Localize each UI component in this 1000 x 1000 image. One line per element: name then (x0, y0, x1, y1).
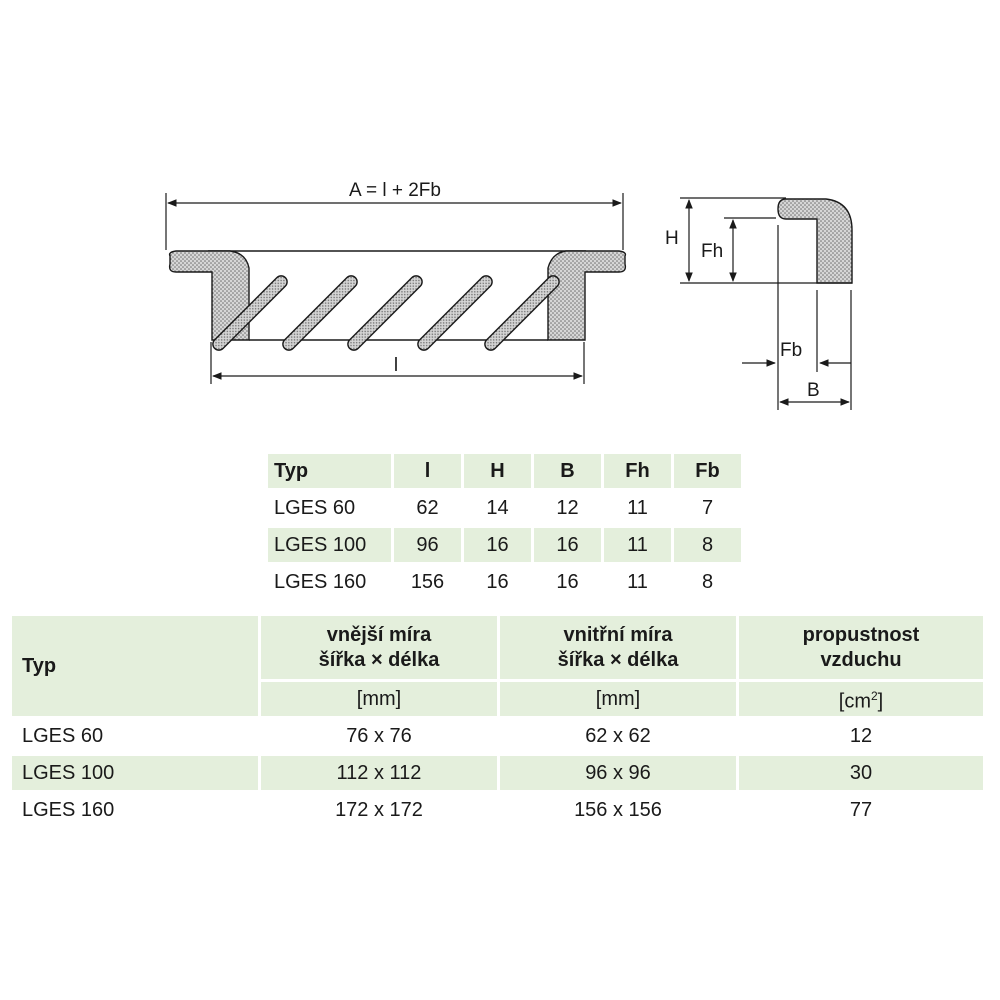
label-Fb: Fb (780, 340, 803, 361)
cell: 8 (674, 528, 741, 562)
header-B: B (534, 454, 601, 488)
cell: 14 (486, 496, 509, 519)
cell: 16 (486, 570, 509, 593)
cell: 172 x 172 (335, 798, 423, 821)
table-row (268, 528, 741, 562)
cell-typ: LGES 60 (274, 496, 356, 519)
cell: 16 (464, 528, 531, 562)
cell: 12 (849, 724, 873, 747)
cell: 77 (849, 798, 873, 821)
sizes-table (9, 613, 986, 830)
unit-air: $[cm^2]$ (739, 682, 983, 716)
header-air (739, 616, 983, 679)
cell-typ: LGES 160 (274, 570, 367, 593)
slats (210, 273, 561, 352)
table-header-row (268, 454, 741, 488)
cell: 16 (556, 570, 579, 593)
cell: 30 (739, 756, 983, 790)
unit-outer: [mm] (261, 682, 497, 716)
header-Fb: Fb (674, 454, 741, 488)
label-inner: l (393, 355, 399, 376)
table-row (268, 565, 741, 599)
label-total: A = l + 2Fb (349, 180, 441, 201)
cell: 12 (556, 496, 579, 519)
table-header-row (12, 616, 983, 679)
cell: 96 (394, 528, 461, 562)
cell: 156 (410, 570, 445, 593)
header-air-line2: vzduchu (820, 648, 902, 671)
header-inner (500, 616, 736, 679)
cell: 11 (627, 570, 648, 593)
cell-typ: LGES 60 (22, 724, 104, 747)
slat (345, 273, 424, 352)
cell-typ: LGES 160 (22, 798, 115, 821)
table-row (12, 719, 983, 753)
header-l: l (394, 454, 461, 488)
label-B: B (807, 380, 820, 401)
header-inner-line1: vnitřní míra (563, 623, 673, 646)
header-outer-line1: vnější míra (326, 623, 432, 646)
table-row (12, 756, 983, 790)
grille-cross-section (170, 251, 626, 353)
cell-typ: LGES 100 (12, 756, 258, 790)
cell: 7 (701, 496, 714, 519)
right-frame (548, 251, 625, 340)
header-H: H (464, 454, 531, 488)
header-typ: Typ (268, 454, 391, 488)
dimensions-table (265, 451, 744, 602)
label-H: H (665, 228, 679, 249)
slat (280, 273, 359, 352)
header-outer-line2: šířka × délka (318, 648, 440, 671)
header-Fh: Fh (604, 454, 671, 488)
cell: 112 x 112 (261, 756, 497, 790)
cell: 96 x 96 (500, 756, 736, 790)
cell: 11 (627, 496, 648, 519)
header-outer (261, 616, 497, 679)
dimension-total (166, 193, 623, 250)
cell: 11 (604, 528, 671, 562)
header-inner-line2: šířka × délka (557, 648, 679, 671)
side-profile (778, 199, 852, 283)
cell: 62 x 62 (585, 724, 651, 747)
slat (415, 273, 494, 352)
header-air-line1: propustnost (802, 623, 920, 646)
cell: 156 x 156 (574, 798, 662, 821)
cell: 16 (534, 528, 601, 562)
unit-inner: [mm] (500, 682, 736, 716)
cell: 62 (416, 496, 439, 519)
table-row (268, 491, 741, 525)
cell: 76 x 76 (346, 724, 412, 747)
header-typ: Typ (12, 616, 258, 716)
label-Fh: Fh (701, 241, 724, 262)
technical-drawing (0, 0, 1000, 440)
cell: 8 (701, 570, 714, 593)
table-row (12, 793, 983, 827)
cell-typ: LGES 100 (268, 528, 391, 562)
